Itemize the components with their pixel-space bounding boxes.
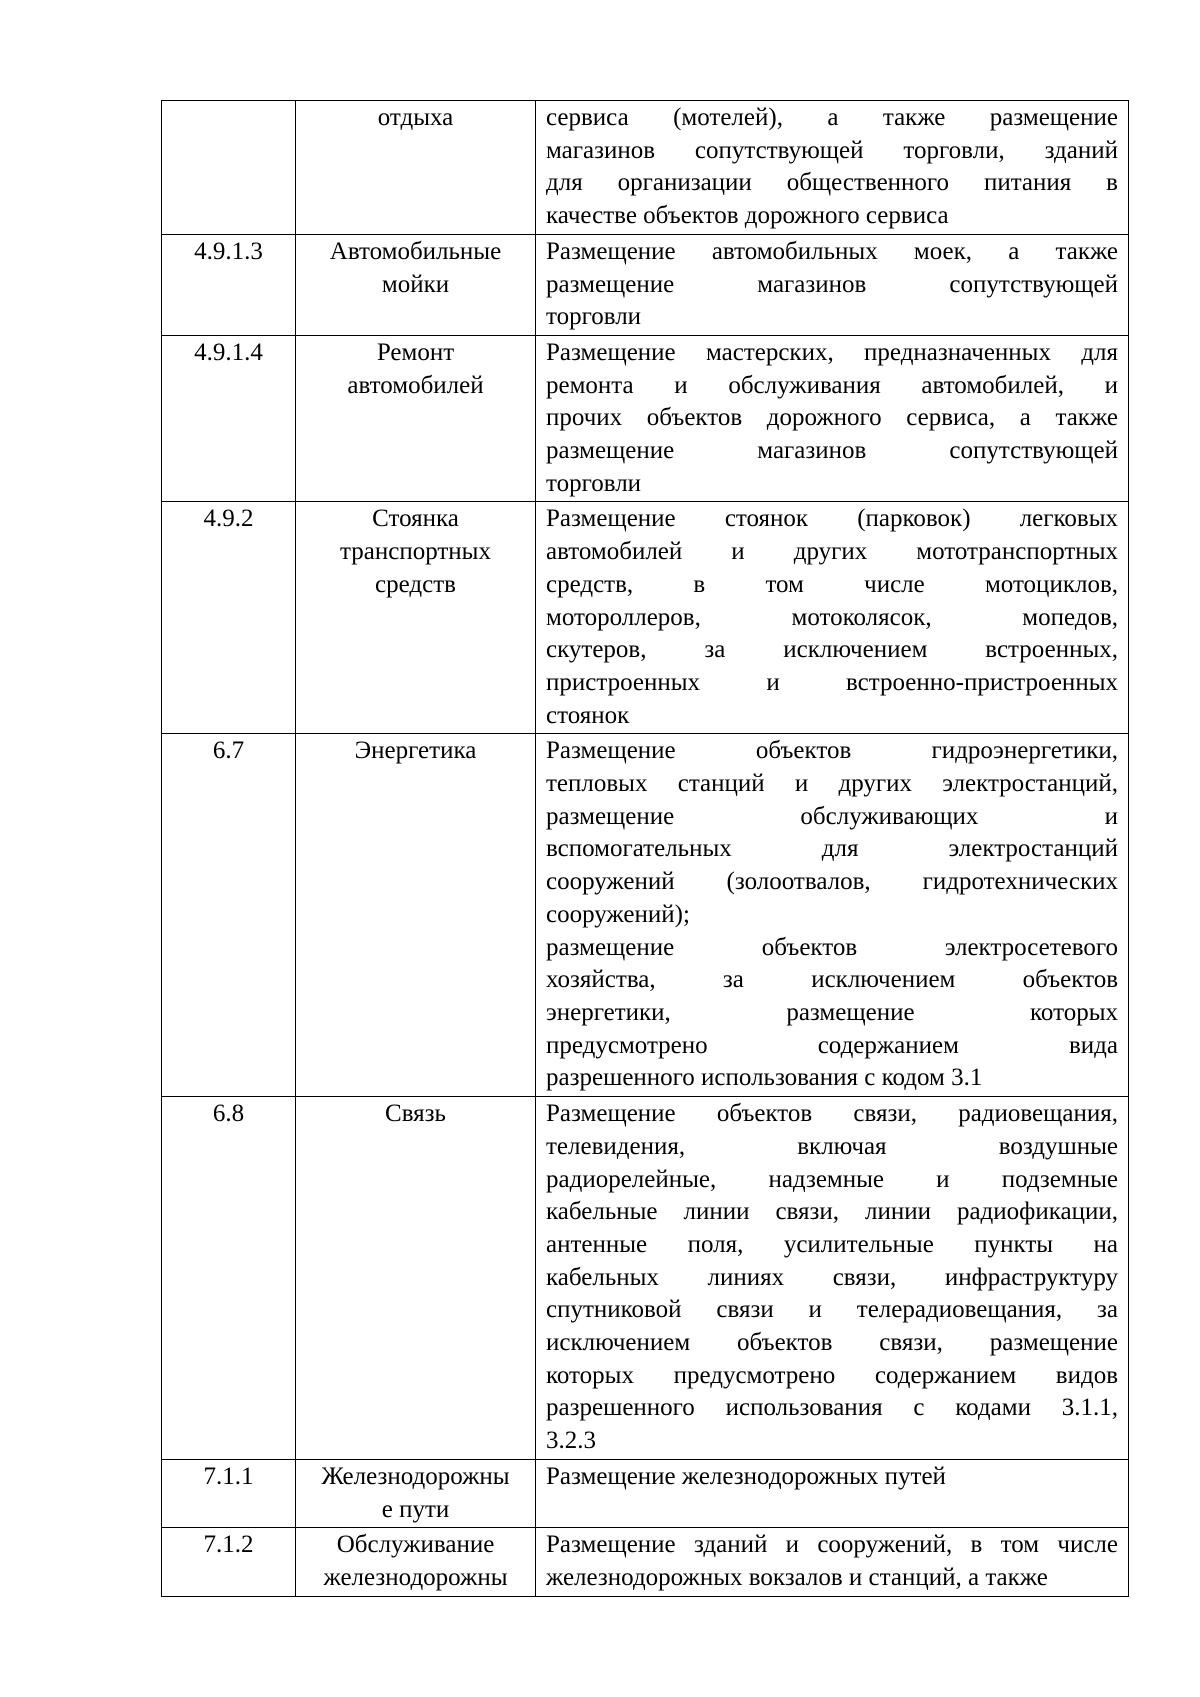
table-row	[162, 101, 1129, 235]
row-description-cell	[536, 1459, 1129, 1527]
description-line: Размещение мастерских, предназначенных для	[546, 338, 1118, 366]
description-line: размещение обслуживающих и	[546, 802, 1118, 830]
description-line: спутниковой связи и телерадиовещания, за	[546, 1296, 1118, 1324]
description-line: сервиса (мотелей), а также размещение	[546, 104, 1118, 131]
name-line: Связь	[385, 1100, 446, 1128]
description-line: мотороллеров, мотоколясок, мопедов,	[546, 603, 1118, 631]
row-description-cell	[536, 234, 1129, 335]
description-line: Размещение железнодорожных путей	[546, 1462, 946, 1490]
row-description-cell	[536, 1528, 1129, 1596]
row-code-cell: 4.9.1.4	[162, 335, 296, 502]
description-paragraph	[546, 1098, 1118, 1458]
description-line: исключением объектов связи, размещение	[546, 1329, 1118, 1357]
row-description-cell	[536, 1097, 1129, 1460]
name-line: автомобилей	[347, 371, 484, 399]
name-line: транспортных	[340, 538, 491, 566]
name-line: отдыха	[377, 104, 454, 131]
row-name-cell	[296, 1459, 536, 1527]
description-paragraph	[546, 337, 1118, 501]
name-line: е пути	[381, 1495, 450, 1523]
description-paragraph	[546, 1461, 1118, 1494]
row-name-cell	[296, 1528, 536, 1596]
description-line: разрешенного использования с кодом 3.1	[546, 1064, 983, 1092]
row-name-cell	[296, 101, 536, 235]
table-body	[162, 101, 1129, 1597]
description-line: которых предусмотрено содержанием видов	[546, 1361, 1118, 1389]
description-line: сооружений);	[546, 900, 690, 928]
description-line: средств, в том числе мотоциклов,	[546, 570, 1118, 598]
table-row	[162, 234, 1129, 335]
description-line: торговли	[546, 303, 642, 331]
row-code-cell: 6.8	[162, 1097, 296, 1460]
description-line: торговли	[546, 469, 642, 497]
description-line: стоянок	[546, 701, 630, 729]
description-line: размещение объектов электросетевого	[546, 933, 1118, 961]
table-row	[162, 502, 1129, 734]
row-name-cell	[296, 734, 536, 1097]
name-line: Энергетика	[354, 737, 477, 765]
description-paragraph	[546, 932, 1118, 1096]
description-line: сооружений (золоотвалов, гидротехнических	[546, 868, 1118, 896]
name-line: железнодорожны	[323, 1563, 508, 1591]
description-line: радиорелейные, надземные и подземные	[546, 1165, 1118, 1193]
description-line: качестве объектов дорожного сервиса	[546, 202, 949, 230]
table-row	[162, 734, 1129, 1097]
description-line: Размещение стоянок (парковок) легковых	[546, 505, 1118, 533]
description-line: размещение магазинов сопутствующей	[546, 270, 1118, 298]
description-line: телевидения, включая воздушные	[546, 1132, 1118, 1160]
row-name-cell	[296, 234, 536, 335]
row-code-cell: 4.9.2	[162, 502, 296, 734]
description-line: Размещение зданий и сооружений, в том числе	[546, 1531, 1118, 1559]
description-line: кабельных линиях связи, инфраструктуру	[546, 1263, 1118, 1291]
description-line: автомобилей и других мототранспортных	[546, 538, 1118, 566]
table-row	[162, 1097, 1129, 1460]
description-line: магазинов сопутствующей торговли, зданий	[546, 136, 1118, 164]
row-code-cell	[162, 101, 296, 235]
table-row	[162, 1528, 1129, 1596]
name-line: Автомобильные	[329, 237, 502, 265]
description-line: предусмотрено содержанием вида	[546, 1031, 1118, 1059]
name-line: средств	[375, 570, 456, 598]
description-paragraph	[546, 503, 1118, 732]
description-line: кабельные линии связи, линии радиофикации,	[546, 1198, 1118, 1226]
description-line: размещение магазинов сопутствующей	[546, 437, 1118, 465]
table-row	[162, 335, 1129, 502]
row-description-cell	[536, 101, 1129, 235]
name-line: Ремонт	[376, 338, 455, 366]
row-code-cell: 7.1.1	[162, 1459, 296, 1527]
row-description-cell	[536, 335, 1129, 502]
description-line: хозяйства, за исключением объектов	[546, 966, 1118, 994]
row-name-cell	[296, 502, 536, 734]
land-use-table	[161, 100, 1129, 1597]
description-line: тепловых станций и других электростанций,	[546, 770, 1118, 798]
description-line: скутеров, за исключением встроенных,	[546, 636, 1118, 664]
description-line: Размещение автомобильных моек, а также	[546, 237, 1118, 265]
description-line: ремонта и обслуживания автомобилей, и	[546, 371, 1118, 399]
row-name-cell	[296, 335, 536, 502]
description-paragraph	[546, 1529, 1118, 1594]
description-paragraph	[546, 735, 1118, 931]
row-name-cell	[296, 1097, 536, 1460]
description-line: энергетики, размещение которых	[546, 998, 1118, 1026]
row-code-cell: 6.7	[162, 734, 296, 1097]
row-description-cell	[536, 734, 1129, 1097]
description-line: 3.2.3	[546, 1427, 596, 1455]
description-paragraph	[546, 102, 1118, 233]
name-line: Стоянка	[372, 505, 459, 533]
description-line: Размещение объектов связи, радиовещания,	[546, 1100, 1118, 1128]
description-line: железнодорожных вокзалов и станций, а также	[546, 1563, 1048, 1591]
name-line: Обслуживание	[336, 1531, 495, 1559]
name-line: Железнодорожны	[321, 1462, 510, 1490]
row-description-cell	[536, 502, 1129, 734]
description-line: разрешенного использования с кодами 3.1.1,	[546, 1394, 1118, 1422]
table-row	[162, 1459, 1129, 1527]
description-line: Размещение объектов гидроэнергетики,	[546, 737, 1118, 765]
description-line: антенные поля, усилительные пункты на	[546, 1230, 1118, 1258]
description-line: пристроенных и встроенно-пристроенных	[546, 668, 1118, 696]
description-line: вспомогательных для электростанций	[546, 835, 1118, 863]
row-code-cell: 4.9.1.3	[162, 234, 296, 335]
description-paragraph	[546, 236, 1118, 334]
row-code-cell: 7.1.2	[162, 1528, 296, 1596]
document-page	[161, 100, 1128, 1597]
description-line: прочих объектов дорожного сервиса, а также	[546, 404, 1118, 432]
description-line: для организации общественного питания в	[546, 169, 1118, 197]
name-line: мойки	[381, 270, 450, 298]
